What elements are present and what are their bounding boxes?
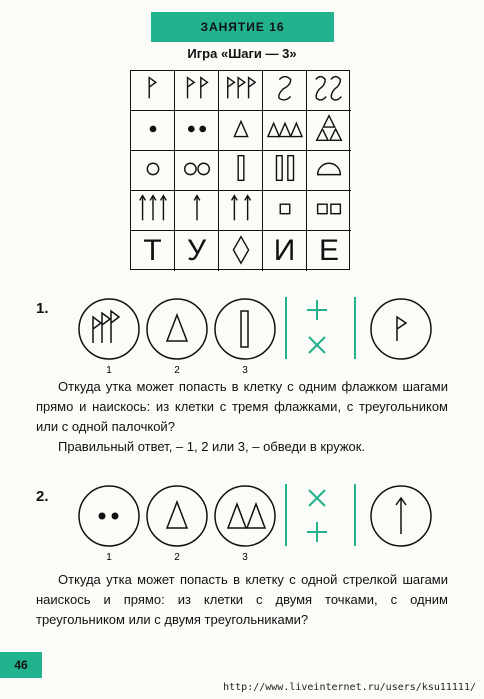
dot-1-icon <box>133 110 173 151</box>
triangle-3-icon <box>265 110 305 151</box>
diamond-icon <box>221 231 261 272</box>
grid-letter: Е <box>318 234 339 267</box>
square-2-icon <box>309 190 349 231</box>
hook-2-icon <box>309 70 349 111</box>
task-2-options <box>75 484 415 569</box>
lesson-header: ЗАНЯТИЕ 16 <box>151 12 334 42</box>
grid-cell <box>175 191 219 231</box>
grid-cell <box>307 71 351 111</box>
hook-1-icon <box>265 70 305 111</box>
grid-letter: И <box>273 234 296 267</box>
flag-2-icon <box>177 70 217 111</box>
triangle-icon <box>167 502 187 528</box>
flag-icon <box>397 317 406 341</box>
bar-icon <box>241 311 248 347</box>
grid-cell <box>131 111 175 151</box>
option-1-circle[interactable] <box>79 299 139 359</box>
option-label-2: 2 <box>174 365 180 376</box>
arrow-3-icon <box>133 190 173 231</box>
triangle-stack-icon <box>309 110 349 151</box>
arrow-1-icon <box>177 190 217 231</box>
grid-cell <box>175 151 219 191</box>
grid-cell <box>263 151 307 191</box>
grid-cell <box>175 71 219 111</box>
grid-cell <box>307 111 351 151</box>
option-2-circle[interactable] <box>147 486 207 546</box>
grid-cell <box>131 191 175 231</box>
grid-letter: У <box>186 234 207 267</box>
dot-icon <box>99 513 106 520</box>
grid-cell <box>219 191 263 231</box>
grid-cell-letter <box>307 231 351 271</box>
plus-x-icon <box>307 300 327 353</box>
grid-cell <box>263 191 307 231</box>
bar-1-icon <box>221 150 261 191</box>
symbol-grid <box>130 70 350 270</box>
option-label-1: 1 <box>106 365 112 376</box>
grid-cell <box>307 191 351 231</box>
square-1-icon <box>265 190 305 231</box>
grid-cell <box>263 71 307 111</box>
flag-3-icon <box>221 70 261 111</box>
grid-cell <box>219 111 263 151</box>
task-1-question: Откуда утка может попасть в клетку с одним флажком шагами прямо и наискось: из клетки с тремя флажками, с треугольником или с одной палочкой? <box>36 379 448 434</box>
grid-cell <box>219 71 263 111</box>
option-1-circle[interactable] <box>79 486 139 546</box>
grid-cell-letter <box>175 231 219 271</box>
x-plus-icon <box>307 490 327 542</box>
task-2-number: 2. <box>36 488 49 505</box>
page-number: 46 <box>0 652 42 678</box>
task-1-number: 1. <box>36 300 49 317</box>
triangle-icon <box>228 504 246 528</box>
option-label-3: 3 <box>242 552 248 563</box>
bar-2-icon <box>265 150 305 191</box>
grid-cell <box>219 151 263 191</box>
grid-cell <box>307 151 351 191</box>
grid-letter: Т <box>143 234 162 267</box>
task-2-question: Откуда утка может попасть в клетку с одной стрелкой шагами наискось и прямо: из клетки с двумя точками, с одним треугольником или с двумя треугольниками? <box>36 572 448 627</box>
triangle-icon <box>167 315 187 341</box>
three-flags-icon <box>93 311 119 343</box>
grid-cell <box>175 111 219 151</box>
grid-cell <box>131 151 175 191</box>
grid-cell <box>219 231 263 271</box>
option-3-circle[interactable] <box>215 486 275 546</box>
grid-cell-letter <box>131 231 175 271</box>
arrow-up-icon <box>396 498 406 534</box>
option-3-circle[interactable] <box>215 299 275 359</box>
game-title: Игра «Шаги — 3» <box>187 46 297 61</box>
circle-2-icon <box>177 150 217 191</box>
target-circle <box>371 299 431 359</box>
triangle-icon <box>247 504 265 528</box>
circle-1-icon <box>133 150 173 191</box>
option-label-1: 1 <box>106 552 112 563</box>
task-1-instruction: Правильный ответ, – 1, 2 или 3, – обведи в кружок. <box>58 439 366 454</box>
flag-1-icon <box>133 70 173 111</box>
semicircle-icon <box>309 150 349 191</box>
task-1-options <box>75 297 415 382</box>
grid-cell-letter <box>263 231 307 271</box>
grid-cell <box>131 71 175 111</box>
grid-cell <box>263 111 307 151</box>
dot-icon <box>112 513 119 520</box>
watermark-url: http://www.liveinternet.ru/users/ksu11111/ <box>223 682 476 693</box>
dot-2-icon <box>177 110 217 151</box>
option-label-2: 2 <box>174 552 180 563</box>
triangle-1-icon <box>221 110 261 151</box>
option-2-circle[interactable] <box>147 299 207 359</box>
arrow-2-icon <box>221 190 261 231</box>
target-circle <box>371 486 431 546</box>
option-label-3: 3 <box>242 365 248 376</box>
